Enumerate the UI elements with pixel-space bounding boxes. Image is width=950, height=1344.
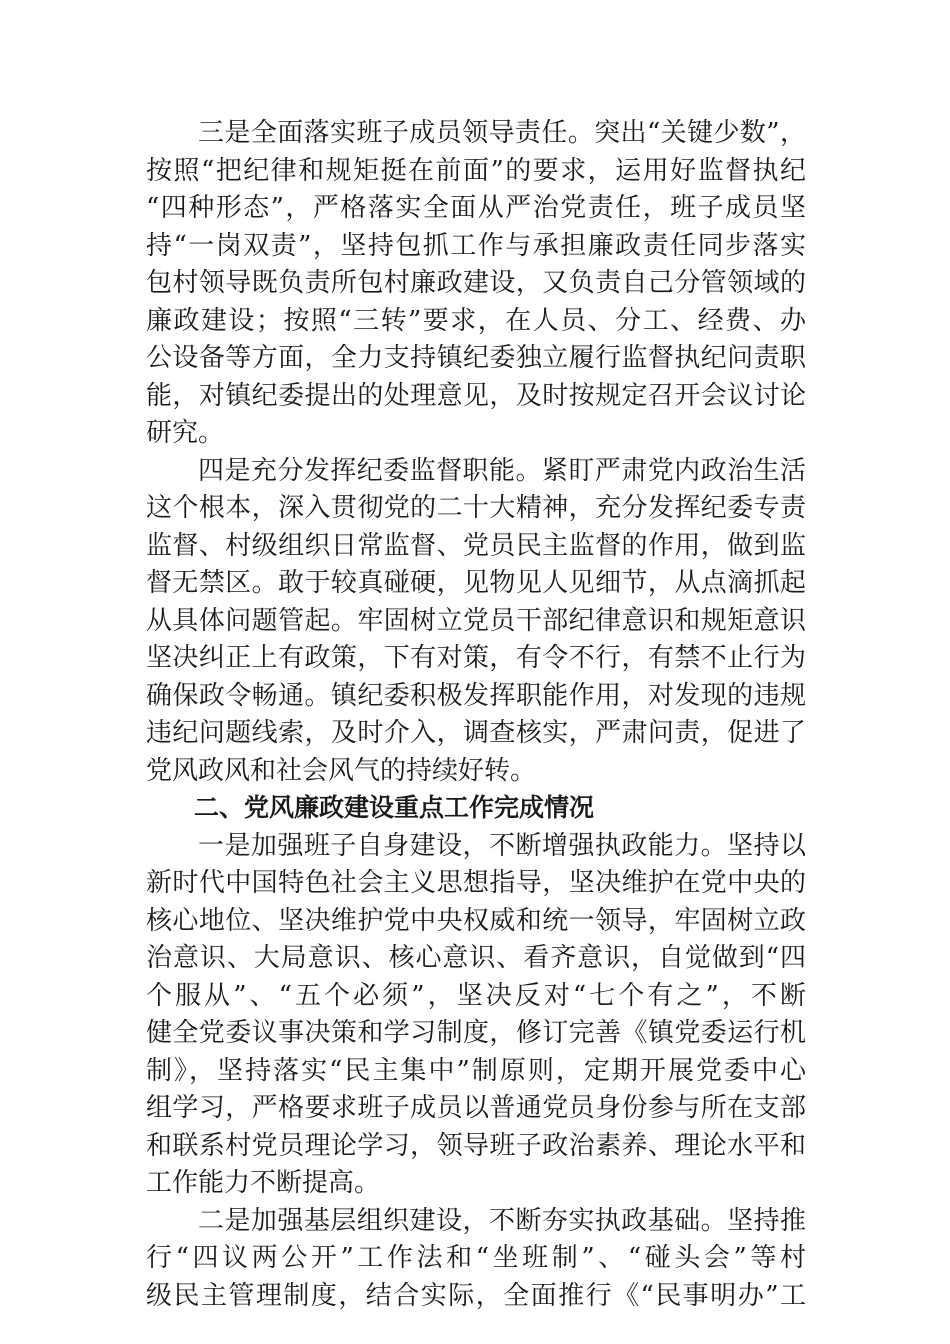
paragraph-5-line-8: 组学习，严格要求班子成员以普通党员身份参与所在支部 (146, 1093, 806, 1123)
paragraph-3-line-9: 研究。 (146, 418, 225, 448)
paragraph-3-line-4: 持“一岗双责”，坚持包抓工作与承担廉政责任同步落实 (146, 231, 806, 261)
paragraph-4-line-2: 这个根本，深入贯彻党的二十大精神，充分发挥纪委专责 (146, 493, 806, 523)
paragraph-4-line-4: 督无禁区。敢于较真碰硬，见物见人见细节，从点滴抓起 (146, 568, 806, 598)
paragraph-3-line-5: 包村领导既负责所包村廉政建设，又负责自己分管领域的 (146, 268, 806, 298)
paragraph-6-line-3: 级民主管理制度，结合实际，全面推行《“民事明办”工 (146, 1281, 806, 1311)
paragraph-3-line-2: 按照“把纪律和规矩挺在前面”的要求，运用好监督执纪 (146, 156, 806, 186)
paragraph-5-line-5: 个服从”、“五个必须”，坚决反对“七个有之”，不断 (146, 981, 806, 1011)
paragraph-4-line-3: 监督、村级组织日常监督、党员民主监督的作用，做到监 (146, 531, 806, 561)
paragraph-4-line-5: 从具体问题管起。牢固树立党员干部纪律意识和规矩意识 (146, 606, 806, 636)
paragraph-5-line-6: 健全党委议事决策和学习制度，修订完善《镇党委运行机 (146, 1018, 806, 1048)
paragraph-6-line-1: 二是加强基层组织建设，不断夯实执政基础。坚持推 (198, 1206, 806, 1236)
paragraph-5-line-10: 工作能力不断提高。 (146, 1168, 381, 1198)
paragraph-5-line-4: 治意识、大局意识、核心意识、看齐意识，自觉做到“四 (146, 943, 806, 973)
paragraph-4-line-8: 违纪问题线索，及时介入，调查核实，严肃问责，促进了 (146, 718, 806, 748)
paragraph-4-line-6: 坚决纠正上有政策，下有对策，有令不行，有禁不止行为 (146, 643, 806, 673)
paragraph-3-line-3: “四种形态”，严格落实全面从严治党责任，班子成员坚 (146, 193, 806, 223)
paragraph-3-line-7: 公设备等方面，全力支持镇纪委独立履行监督执纪问责职 (146, 343, 806, 373)
section-heading: 二、党风廉政建设重点工作完成情况 (194, 793, 595, 822)
paragraph-5-line-1: 一是加强班子自身建设，不断增强执政能力。坚持以 (198, 831, 806, 861)
paragraph-5-line-7: 制》，坚持落实“民主集中”制原则，定期开展党委中心 (146, 1056, 806, 1086)
paragraph-4-line-7: 确保政令畅通。镇纪委积极发挥职能作用，对发现的违规 (146, 681, 806, 711)
paragraph-3-line-6: 廉政建设；按照“三转”要求，在人员、分工、经费、办 (146, 306, 806, 336)
paragraph-4-line-1: 四是充分发挥纪委监督职能。紧盯严肃党内政治生活 (198, 456, 806, 486)
paragraph-4-line-9: 党风政风和社会风气的持续好转。 (146, 756, 537, 786)
paragraph-3-line-1: 三是全面落实班子成员领导责任。突出“关键少数”， (198, 118, 806, 148)
paragraph-6-line-2: 行“四议两公开”工作法和“坐班制”、“碰头会”等村 (146, 1243, 806, 1273)
paragraph-3-line-8: 能，对镇纪委提出的处理意见，及时按规定召开会议讨论 (146, 381, 806, 411)
paragraph-5-line-9: 和联系村党员理论学习，领导班子政治素养、理论水平和 (146, 1131, 806, 1161)
paragraph-5-line-2: 新时代中国特色社会主义思想指导，坚决维护在党中央的 (146, 868, 806, 898)
paragraph-5-line-3: 核心地位、坚决维护党中央权威和统一领导，牢固树立政 (146, 906, 806, 936)
